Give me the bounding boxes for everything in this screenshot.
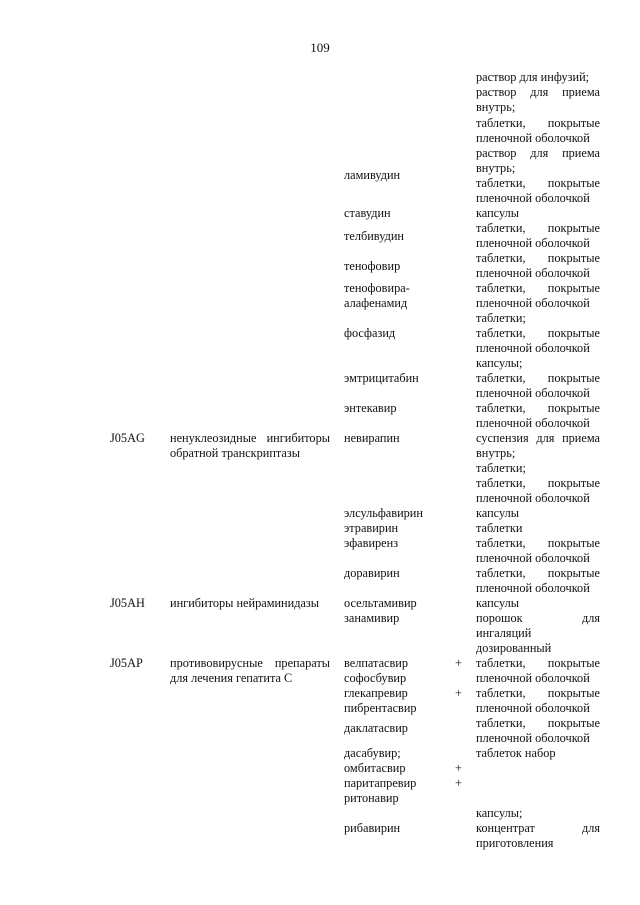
drug-name: ставудин <box>344 206 391 220</box>
drug-name: элсульфавирин <box>344 506 423 520</box>
atc-group-line: ингибиторы нейраминидазы <box>170 596 320 610</box>
dosage-form: таблетки, покрытые <box>476 116 600 130</box>
drug-name: фосфазид <box>344 326 396 340</box>
drug-name: паритапревир <box>344 776 417 790</box>
dosage-form: капсулы <box>476 596 519 610</box>
drug-name: этравирин <box>344 521 399 535</box>
dosage-form: таблетки, покрытые <box>476 251 600 265</box>
dosage-form: таблетки, покрытые <box>476 401 600 415</box>
drug-name: дасабувир; <box>344 746 401 760</box>
dosage-form: пленочной оболочкой <box>476 671 590 685</box>
dosage-form: пленочной оболочкой <box>476 731 590 745</box>
dosage-form: дозированный <box>476 641 552 655</box>
drug-name: занамивир <box>344 611 400 625</box>
dosage-form: пленочной оболочкой <box>476 131 590 145</box>
dosage-form: таблетки, покрытые <box>476 281 600 295</box>
combination-plus: + <box>455 686 462 700</box>
drug-name: омбитасвир <box>344 761 406 775</box>
drug-name: тенофовира- <box>344 281 410 295</box>
drug-name: тенофовир <box>344 259 401 273</box>
drug-name: ритонавир <box>344 791 399 805</box>
drug-name: софосбувир <box>344 671 407 685</box>
dosage-form: таблетки; <box>476 311 526 325</box>
dosage-form: капсулы; <box>476 356 523 370</box>
dosage-form: пленочной оболочкой <box>476 581 590 595</box>
atc-code: J05AH <box>110 596 145 610</box>
dosage-form: внутрь; <box>476 100 516 114</box>
dosage-form: капсулы <box>476 506 519 520</box>
page-number: 109 <box>310 40 330 55</box>
dosage-form: таблеток набор <box>476 746 556 760</box>
dosage-form: раствор для приема <box>476 85 600 99</box>
drug-name: глекапревир <box>344 686 408 700</box>
atc-group-line: для лечения гепатита С <box>170 671 293 685</box>
atc-code: J05AG <box>110 431 145 445</box>
dosage-form: капсулы; <box>476 806 523 820</box>
drug-name: доравирин <box>344 566 400 580</box>
drug-name: телбивудин <box>344 229 404 243</box>
drug-name: рибавирин <box>344 821 401 835</box>
dosage-form: таблетки, покрытые <box>476 326 600 340</box>
dosage-form: пленочной оболочкой <box>476 386 590 400</box>
drug-name: эфавиренз <box>344 536 399 550</box>
atc-group-line: обратной транскриптазы <box>170 446 301 460</box>
atc-group-name <box>170 431 330 461</box>
atc-code: J05AP <box>110 656 143 670</box>
drug-name: невирапин <box>344 431 400 445</box>
dosage-form: ингаляций <box>476 626 532 640</box>
atc-group-line: противовирусные препараты <box>170 656 330 670</box>
drug-name: пибрентасвир <box>344 701 417 715</box>
combination-plus: + <box>455 656 462 670</box>
dosage-form: раствор для приема <box>476 146 600 160</box>
atc-group-line: ненуклеозидные ингибиторы <box>170 431 330 445</box>
dosage-form: пленочной оболочкой <box>476 491 590 505</box>
dosage-form: пленочной оболочкой <box>476 191 590 205</box>
drug-name: эмтрицитабин <box>344 371 419 385</box>
combination-plus: + <box>455 776 462 790</box>
dosage-form: пленочной оболочкой <box>476 551 590 565</box>
dosage-form: таблетки, покрытые <box>476 716 600 730</box>
dosage-form: таблетки, покрытые <box>476 536 600 550</box>
dosage-form: таблетки, покрытые <box>476 176 600 190</box>
dosage-form: капсулы <box>476 206 519 220</box>
drug-name: энтекавир <box>344 401 397 415</box>
atc-group-name <box>170 596 330 611</box>
drug-name: алафенамид <box>344 296 408 310</box>
dosage-form: внутрь; <box>476 446 516 460</box>
dosage-form: пленочной оболочкой <box>476 701 590 715</box>
dosage-form: таблетки, покрытые <box>476 476 600 490</box>
dosage-form: приготовления <box>476 836 554 850</box>
dosage-form: таблетки, покрытые <box>476 371 600 385</box>
dosage-form: таблетки, покрытые <box>476 566 600 580</box>
atc-group-name <box>170 656 330 686</box>
drug-name: даклатасвир <box>344 721 408 735</box>
drug-name: осельтамивир <box>344 596 417 610</box>
dosage-form: таблетки <box>476 521 523 535</box>
dosage-form: концентрат для <box>476 821 600 835</box>
dosage-form: пленочной оболочкой <box>476 416 590 430</box>
dosage-form: таблетки, покрытые <box>476 686 600 700</box>
dosage-form: пленочной оболочкой <box>476 341 590 355</box>
dosage-form: пленочной оболочкой <box>476 296 590 310</box>
drug-name: велпатасвир <box>344 656 409 670</box>
dosage-form: таблетки, покрытые <box>476 221 600 235</box>
dosage-form: порошок для <box>476 611 600 625</box>
dosage-form: пленочной оболочкой <box>476 236 590 250</box>
combination-plus: + <box>455 761 462 775</box>
dosage-form: таблетки; <box>476 461 526 475</box>
dosage-form: суспензия для приема <box>476 431 600 445</box>
dosage-form: раствор для инфузий; <box>476 70 590 84</box>
dosage-form: таблетки, покрытые <box>476 656 600 670</box>
dosage-form: внутрь; <box>476 161 516 175</box>
dosage-form: пленочной оболочкой <box>476 266 590 280</box>
drug-name: ламивудин <box>344 168 401 182</box>
